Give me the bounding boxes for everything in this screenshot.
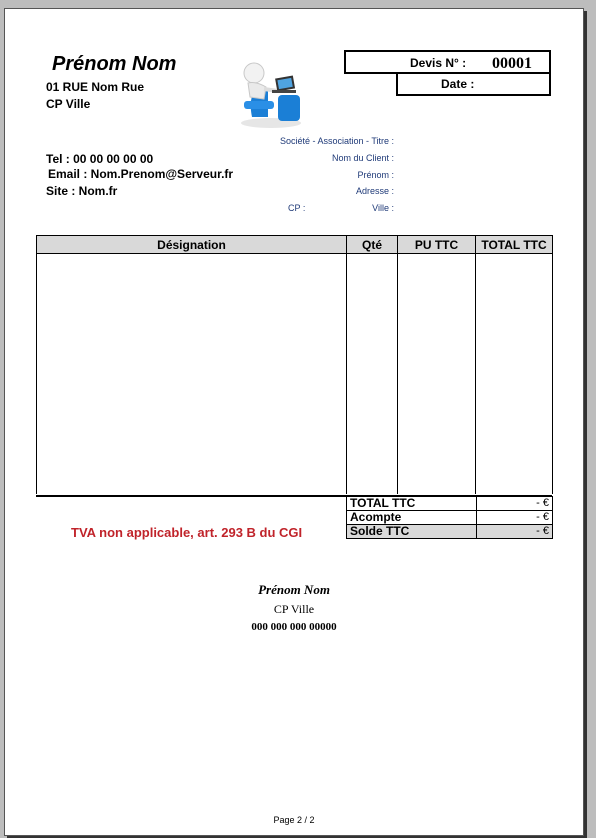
client-societe-label: Société - Association - Titre : [279,136,394,146]
cell-designation[interactable] [37,254,347,495]
client-prenom-label: Prénom : [357,170,394,180]
company-name: Prénom Nom [52,53,177,75]
date-box [396,74,551,96]
items-body-row [37,254,553,495]
computer-user-icon [234,57,308,129]
signature-city: CP Ville [273,602,315,616]
items-table [36,235,553,494]
totals-row-solde [347,525,553,539]
devis-number: 00001 [492,55,532,72]
cell-unit-price[interactable] [398,254,476,495]
col-designation: Désignation [37,236,347,254]
total-value: - € [477,497,553,511]
client-address-label: Adresse : [355,186,394,196]
page-number: Page 2 / 2 [273,815,315,825]
items-header-row [37,236,553,254]
invoice-page [4,8,584,836]
solde-label: Solde TTC [347,525,477,539]
tva-note: TVA non applicable, art. 293 B du CGI [71,525,303,540]
contact-email: Email : Nom.Prenom@Serveur.fr [48,167,234,181]
acompte-value: - € [477,511,553,525]
acompte-label: Acompte [347,511,477,525]
client-name-label: Nom du Client : [331,153,394,163]
col-qty: Qté [347,236,398,254]
date-label: Date : [441,77,475,91]
client-city-label: Ville : [372,203,394,213]
cell-total[interactable] [476,254,553,495]
signature-name: Prénom Nom [258,582,330,597]
contact-tel: Tel : 00 00 00 00 00 [46,152,154,166]
client-cp-label: CP : [288,203,306,213]
col-total: TOTAL TTC [476,236,553,254]
cell-qty[interactable] [347,254,398,495]
total-label: TOTAL TTC [347,497,477,511]
devis-label: Devis N° : [410,56,467,70]
totals-row-acompte [347,511,553,525]
totals-row-total [347,497,553,511]
totals-table [346,496,553,539]
solde-value: - € [477,525,553,539]
col-unit-price: PU TTC [398,236,476,254]
company-city: CP Ville [46,97,91,111]
devis-number-box [344,50,551,74]
company-street: 01 RUE Nom Rue [46,80,145,94]
contact-site: Site : Nom.fr [46,184,118,198]
signature-siret: 000 000 000 00000 [251,621,337,633]
